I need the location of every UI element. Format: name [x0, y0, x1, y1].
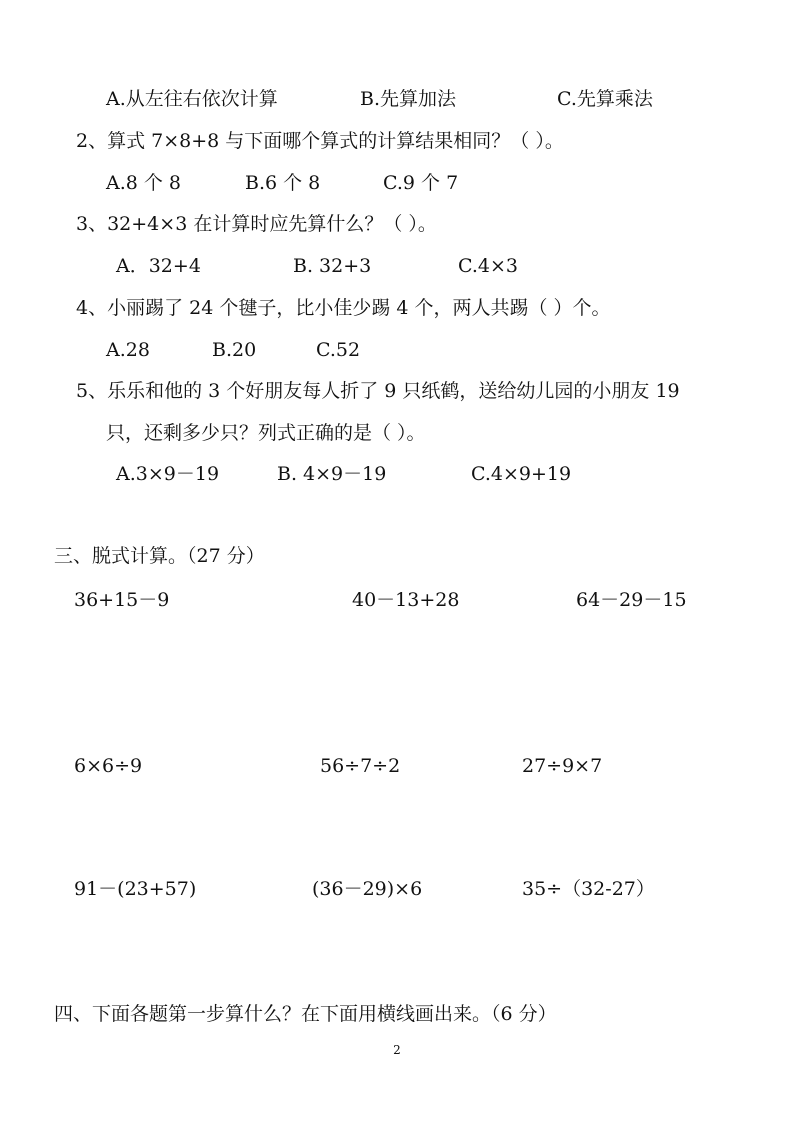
- q3-option-b: B. 32+3: [293, 255, 372, 277]
- q3-option-c: C.4×3: [458, 255, 518, 277]
- section4-title: 四、下面各题第一步算什么？在下面用横线画出来。（6 分）: [54, 1003, 557, 1025]
- q1-option-a: A.从左往右依次计算: [106, 88, 278, 110]
- q1-option-c: C.先算乘法: [557, 88, 653, 110]
- page-number: 2: [393, 1043, 401, 1057]
- q1-option-b: B.先算加法: [360, 88, 457, 110]
- q2-option-b: B.6 个 8: [245, 172, 321, 194]
- calc-expression: 36+15－9: [74, 589, 170, 611]
- q2-option-c: C.9 个 7: [383, 172, 459, 194]
- q5-stem-line1: 5、乐乐和他的 3 个好朋友每人折了 9 只纸鹤，送给幼儿园的小朋友 19: [76, 380, 680, 402]
- q3-stem: 3、32+4×3 在计算时应先算什么？（ ）。: [76, 213, 437, 235]
- q5-option-c: C.4×9+19: [471, 463, 572, 485]
- q3-option-a: A．32+4: [116, 255, 201, 277]
- calc-expression: 27÷9×7: [522, 755, 603, 777]
- q5-stem-line2: 只，还剩多少只？列式正确的是（ ）。: [106, 422, 426, 444]
- q4-stem: 4、小丽踢了 24 个毽子，比小佳少踢 4 个，两人共踢（ ）个。: [76, 297, 611, 319]
- calc-expression: 91－(23+57): [74, 878, 197, 900]
- q2-option-a: A.8 个 8: [106, 172, 182, 194]
- section3-title: 三、脱式计算。（27 分）: [54, 545, 265, 567]
- calc-expression: 56÷7÷2: [320, 755, 401, 777]
- q4-option-a: A.28: [106, 339, 150, 361]
- q4-option-c: C.52: [316, 339, 361, 361]
- calc-expression: (36－29)×6: [312, 878, 423, 900]
- q4-option-b: B.20: [212, 339, 257, 361]
- calc-expression: 64－29－15: [576, 589, 687, 611]
- q5-option-a: A.3×9－19: [116, 463, 220, 485]
- q2-stem: 2、算式 7×8+8 与下面哪个算式的计算结果相同？（ ）。: [76, 130, 564, 152]
- q5-option-b: B. 4×9－19: [277, 463, 387, 485]
- calc-expression: 40－13+28: [352, 589, 460, 611]
- calc-expression: 35÷（32-27）: [522, 878, 655, 900]
- calc-expression: 6×6÷9: [74, 755, 143, 777]
